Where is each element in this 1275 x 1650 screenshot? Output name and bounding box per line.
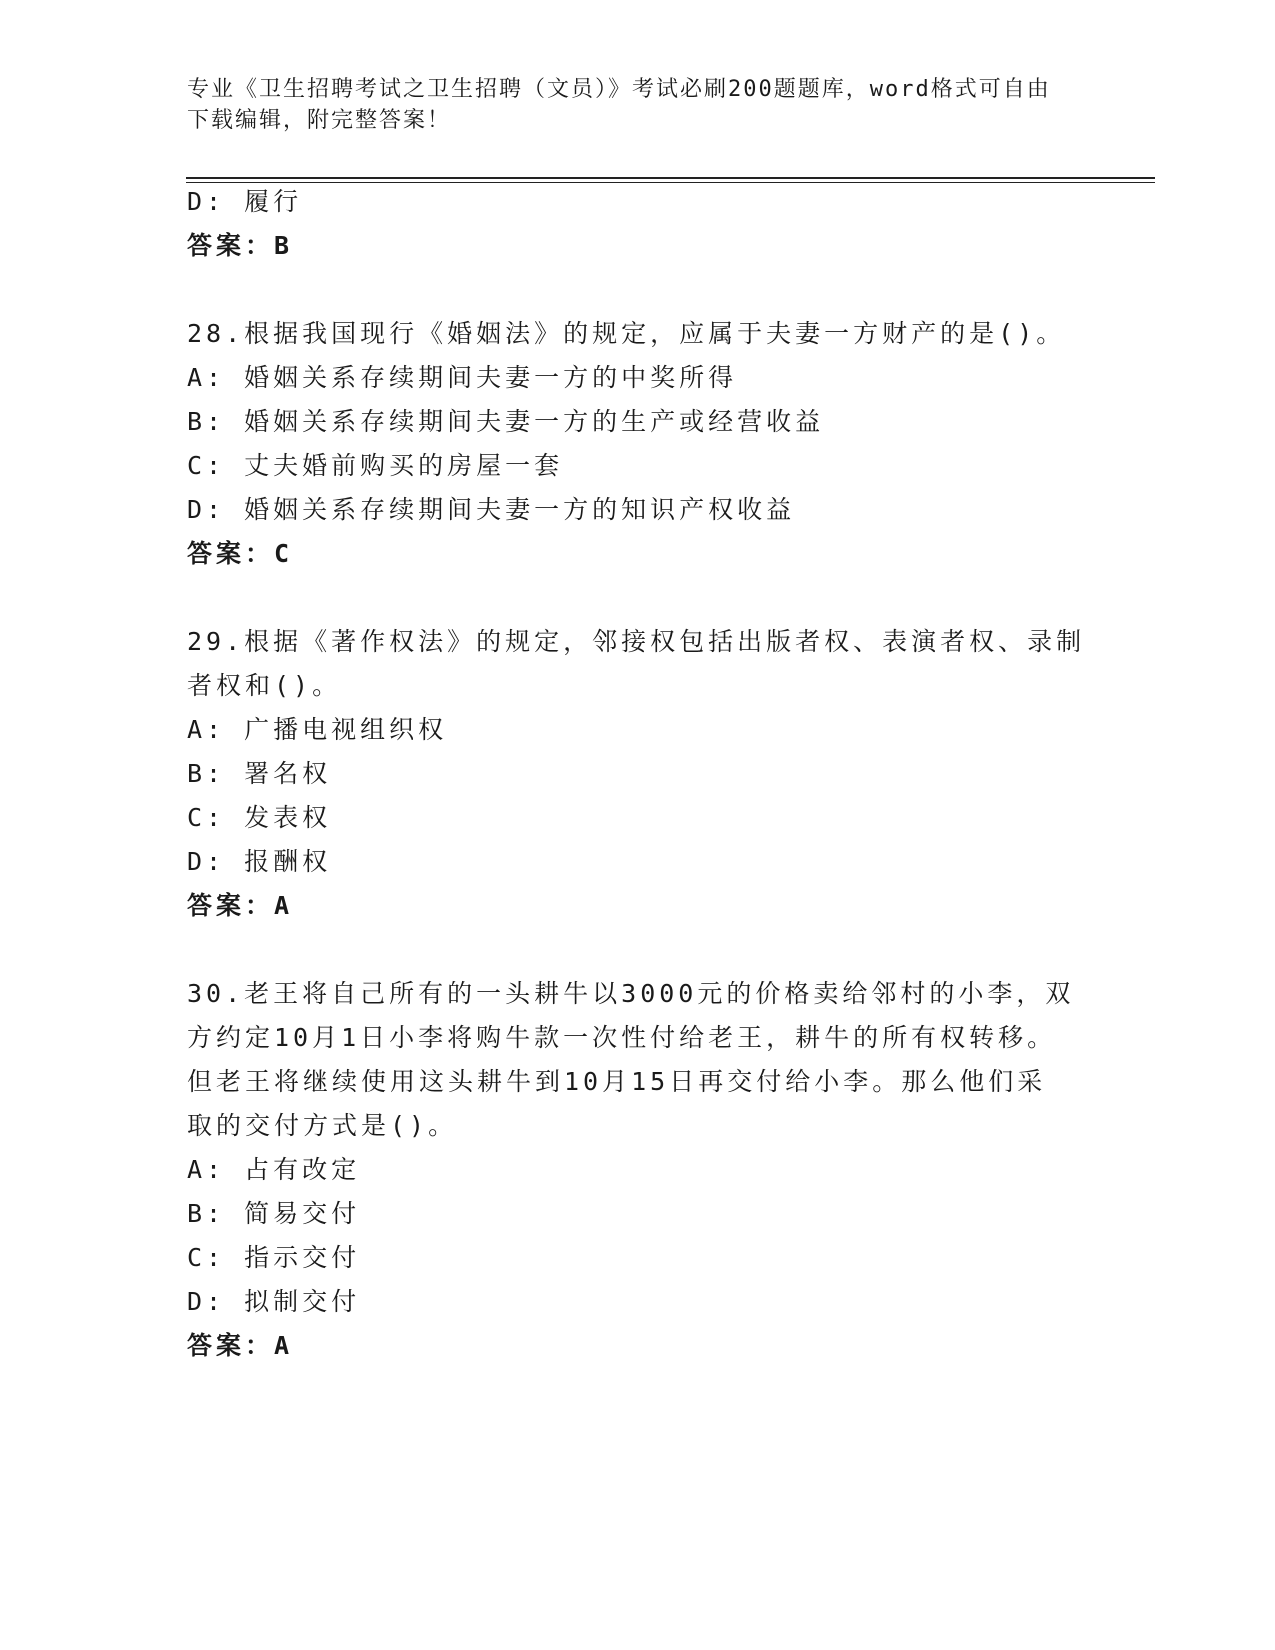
option-a: A: 占有改定 — [187, 1155, 361, 1184]
option-c: C: 发表权 — [187, 803, 332, 832]
option-a: A: 婚姻关系存续期间夫妻一方的中奖所得 — [187, 363, 738, 392]
header-rule-thin — [186, 182, 1155, 183]
option-c: C: 丈夫婚前购买的房屋一套 — [187, 451, 564, 480]
question-30-text-cont: 但老王将继续使用这头耕牛到10月15日再交付给小李。那么他们采 — [187, 1067, 1047, 1096]
question-30-text-cont: 取的交付方式是()。 — [187, 1111, 458, 1140]
header-rule-thick — [186, 177, 1155, 179]
option-d: D: 拟制交付 — [187, 1287, 361, 1316]
answer: 答案：A — [187, 891, 294, 920]
option-d: D: 婚姻关系存续期间夫妻一方的知识产权收益 — [187, 495, 796, 524]
question-29-text-cont: 者权和()。 — [187, 671, 342, 700]
document-header: 专业《卫生招聘考试之卫生招聘（文员）》考试必刷200题题库，word格式可自由下载编辑，附完整答案！ — [187, 77, 1051, 133]
option-b: B: 简易交付 — [187, 1199, 361, 1228]
answer: 答案：A — [187, 1331, 294, 1360]
option-d: D: 履行 — [187, 187, 303, 216]
answer: 答案：C — [187, 539, 294, 568]
option-c: C: 指示交付 — [187, 1243, 361, 1272]
option-b: B: 婚姻关系存续期间夫妻一方的生产或经营收益 — [187, 407, 825, 436]
answer: 答案：B — [187, 231, 294, 260]
option-d: D: 报酬权 — [187, 847, 332, 876]
question-29-text: 29.根据《著作权法》的规定，邻接权包括出版者权、表演者权、录制 — [187, 627, 1086, 656]
option-a: A: 广播电视组织权 — [187, 715, 448, 744]
question-28-text: 28.根据我国现行《婚姻法》的规定，应属于夫妻一方财产的是()。 — [187, 319, 1066, 348]
question-30-text: 30.老王将自己所有的一头耕牛以3000元的价格卖给邻村的小李，双 — [187, 979, 1075, 1008]
question-30-text-cont: 方约定10月1日小李将购牛款一次性付给老王，耕牛的所有权转移。 — [187, 1023, 1057, 1052]
option-b: B: 署名权 — [187, 759, 332, 788]
